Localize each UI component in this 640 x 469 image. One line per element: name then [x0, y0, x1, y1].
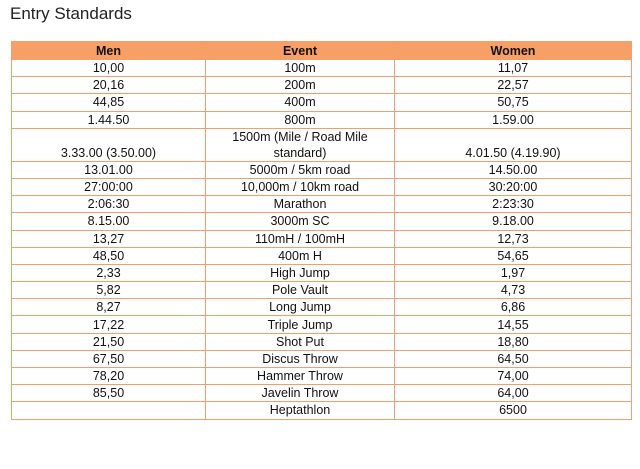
women-cell: 22,57 [395, 77, 632, 94]
women-cell: 50,75 [395, 94, 632, 111]
men-cell: 8.15.00 [12, 213, 206, 230]
table-row [12, 385, 632, 402]
women-cell: 4,73 [395, 282, 632, 299]
table-row [12, 264, 632, 281]
women-cell: 64,50 [395, 350, 632, 367]
table-row [12, 196, 632, 213]
event-cell: 110mH / 100mH [206, 230, 395, 247]
women-cell: 1,97 [395, 264, 632, 281]
table-header-row [12, 42, 632, 60]
table-row [12, 213, 632, 230]
men-cell: 67,50 [12, 350, 206, 367]
event-cell: High Jump [206, 264, 395, 281]
women-cell: 9.18.00 [395, 213, 632, 230]
women-cell: 64,00 [395, 385, 632, 402]
event-cell: Shot Put [206, 333, 395, 350]
event-cell: 800m [206, 111, 395, 128]
women-cell: 12,73 [395, 230, 632, 247]
women-cell: 30:20:00 [395, 178, 632, 195]
table-row [12, 333, 632, 350]
men-cell: 13.01.00 [12, 161, 206, 178]
event-cell: 1500m (Mile / Road Mile standard) [206, 128, 395, 161]
men-cell: 2,33 [12, 264, 206, 281]
entry-standards-table [11, 41, 632, 420]
event-cell: 200m [206, 77, 395, 94]
women-cell: 1.59.00 [395, 111, 632, 128]
table-row [12, 282, 632, 299]
header-event: Event [206, 42, 395, 60]
event-cell: 100m [206, 60, 395, 77]
men-cell: 78,20 [12, 368, 206, 385]
men-cell [12, 402, 206, 419]
women-cell: 6,86 [395, 299, 632, 316]
event-cell: Javelin Throw [206, 385, 395, 402]
table-row [12, 111, 632, 128]
event-cell: Long Jump [206, 299, 395, 316]
table-row [12, 299, 632, 316]
event-cell: 400m [206, 94, 395, 111]
table-row [12, 178, 632, 195]
event-cell: Heptathlon [206, 402, 395, 419]
men-cell: 3.33.00 (3.50.00) [12, 128, 206, 161]
table-row [12, 161, 632, 178]
men-cell: 13,27 [12, 230, 206, 247]
event-cell: Discus Throw [206, 350, 395, 367]
women-cell: 18,80 [395, 333, 632, 350]
table-row [12, 77, 632, 94]
women-cell: 54,65 [395, 247, 632, 264]
table-row [12, 247, 632, 264]
men-cell: 48,50 [12, 247, 206, 264]
women-cell: 11,07 [395, 60, 632, 77]
event-cell: 3000m SC [206, 213, 395, 230]
women-cell: 2:23:30 [395, 196, 632, 213]
men-cell: 27:00:00 [12, 178, 206, 195]
men-cell: 5,82 [12, 282, 206, 299]
page-title: Entry Standards [10, 4, 132, 23]
table-row [12, 230, 632, 247]
men-cell: 17,22 [12, 316, 206, 333]
men-cell: 21,50 [12, 333, 206, 350]
men-cell: 20,16 [12, 77, 206, 94]
table-row [12, 128, 632, 161]
men-cell: 1.44.50 [12, 111, 206, 128]
header-women: Women [395, 42, 632, 60]
table-row [12, 350, 632, 367]
event-cell: 5000m / 5km road [206, 161, 395, 178]
table-row [12, 94, 632, 111]
event-cell: Hammer Throw [206, 368, 395, 385]
men-cell: 85,50 [12, 385, 206, 402]
women-cell: 14,55 [395, 316, 632, 333]
event-cell: Pole Vault [206, 282, 395, 299]
women-cell: 6500 [395, 402, 632, 419]
women-cell: 74,00 [395, 368, 632, 385]
table-row [12, 60, 632, 77]
men-cell: 2:06:30 [12, 196, 206, 213]
event-cell: Marathon [206, 196, 395, 213]
men-cell: 10,00 [12, 60, 206, 77]
header-men: Men [12, 42, 206, 60]
event-cell: Triple Jump [206, 316, 395, 333]
table-row [12, 402, 632, 419]
event-cell: 400m H [206, 247, 395, 264]
table-row [12, 316, 632, 333]
event-cell: 10,000m / 10km road [206, 178, 395, 195]
women-cell: 14.50.00 [395, 161, 632, 178]
women-cell: 4.01.50 (4.19.90) [395, 128, 632, 161]
men-cell: 8,27 [12, 299, 206, 316]
men-cell: 44,85 [12, 94, 206, 111]
table-row [12, 368, 632, 385]
